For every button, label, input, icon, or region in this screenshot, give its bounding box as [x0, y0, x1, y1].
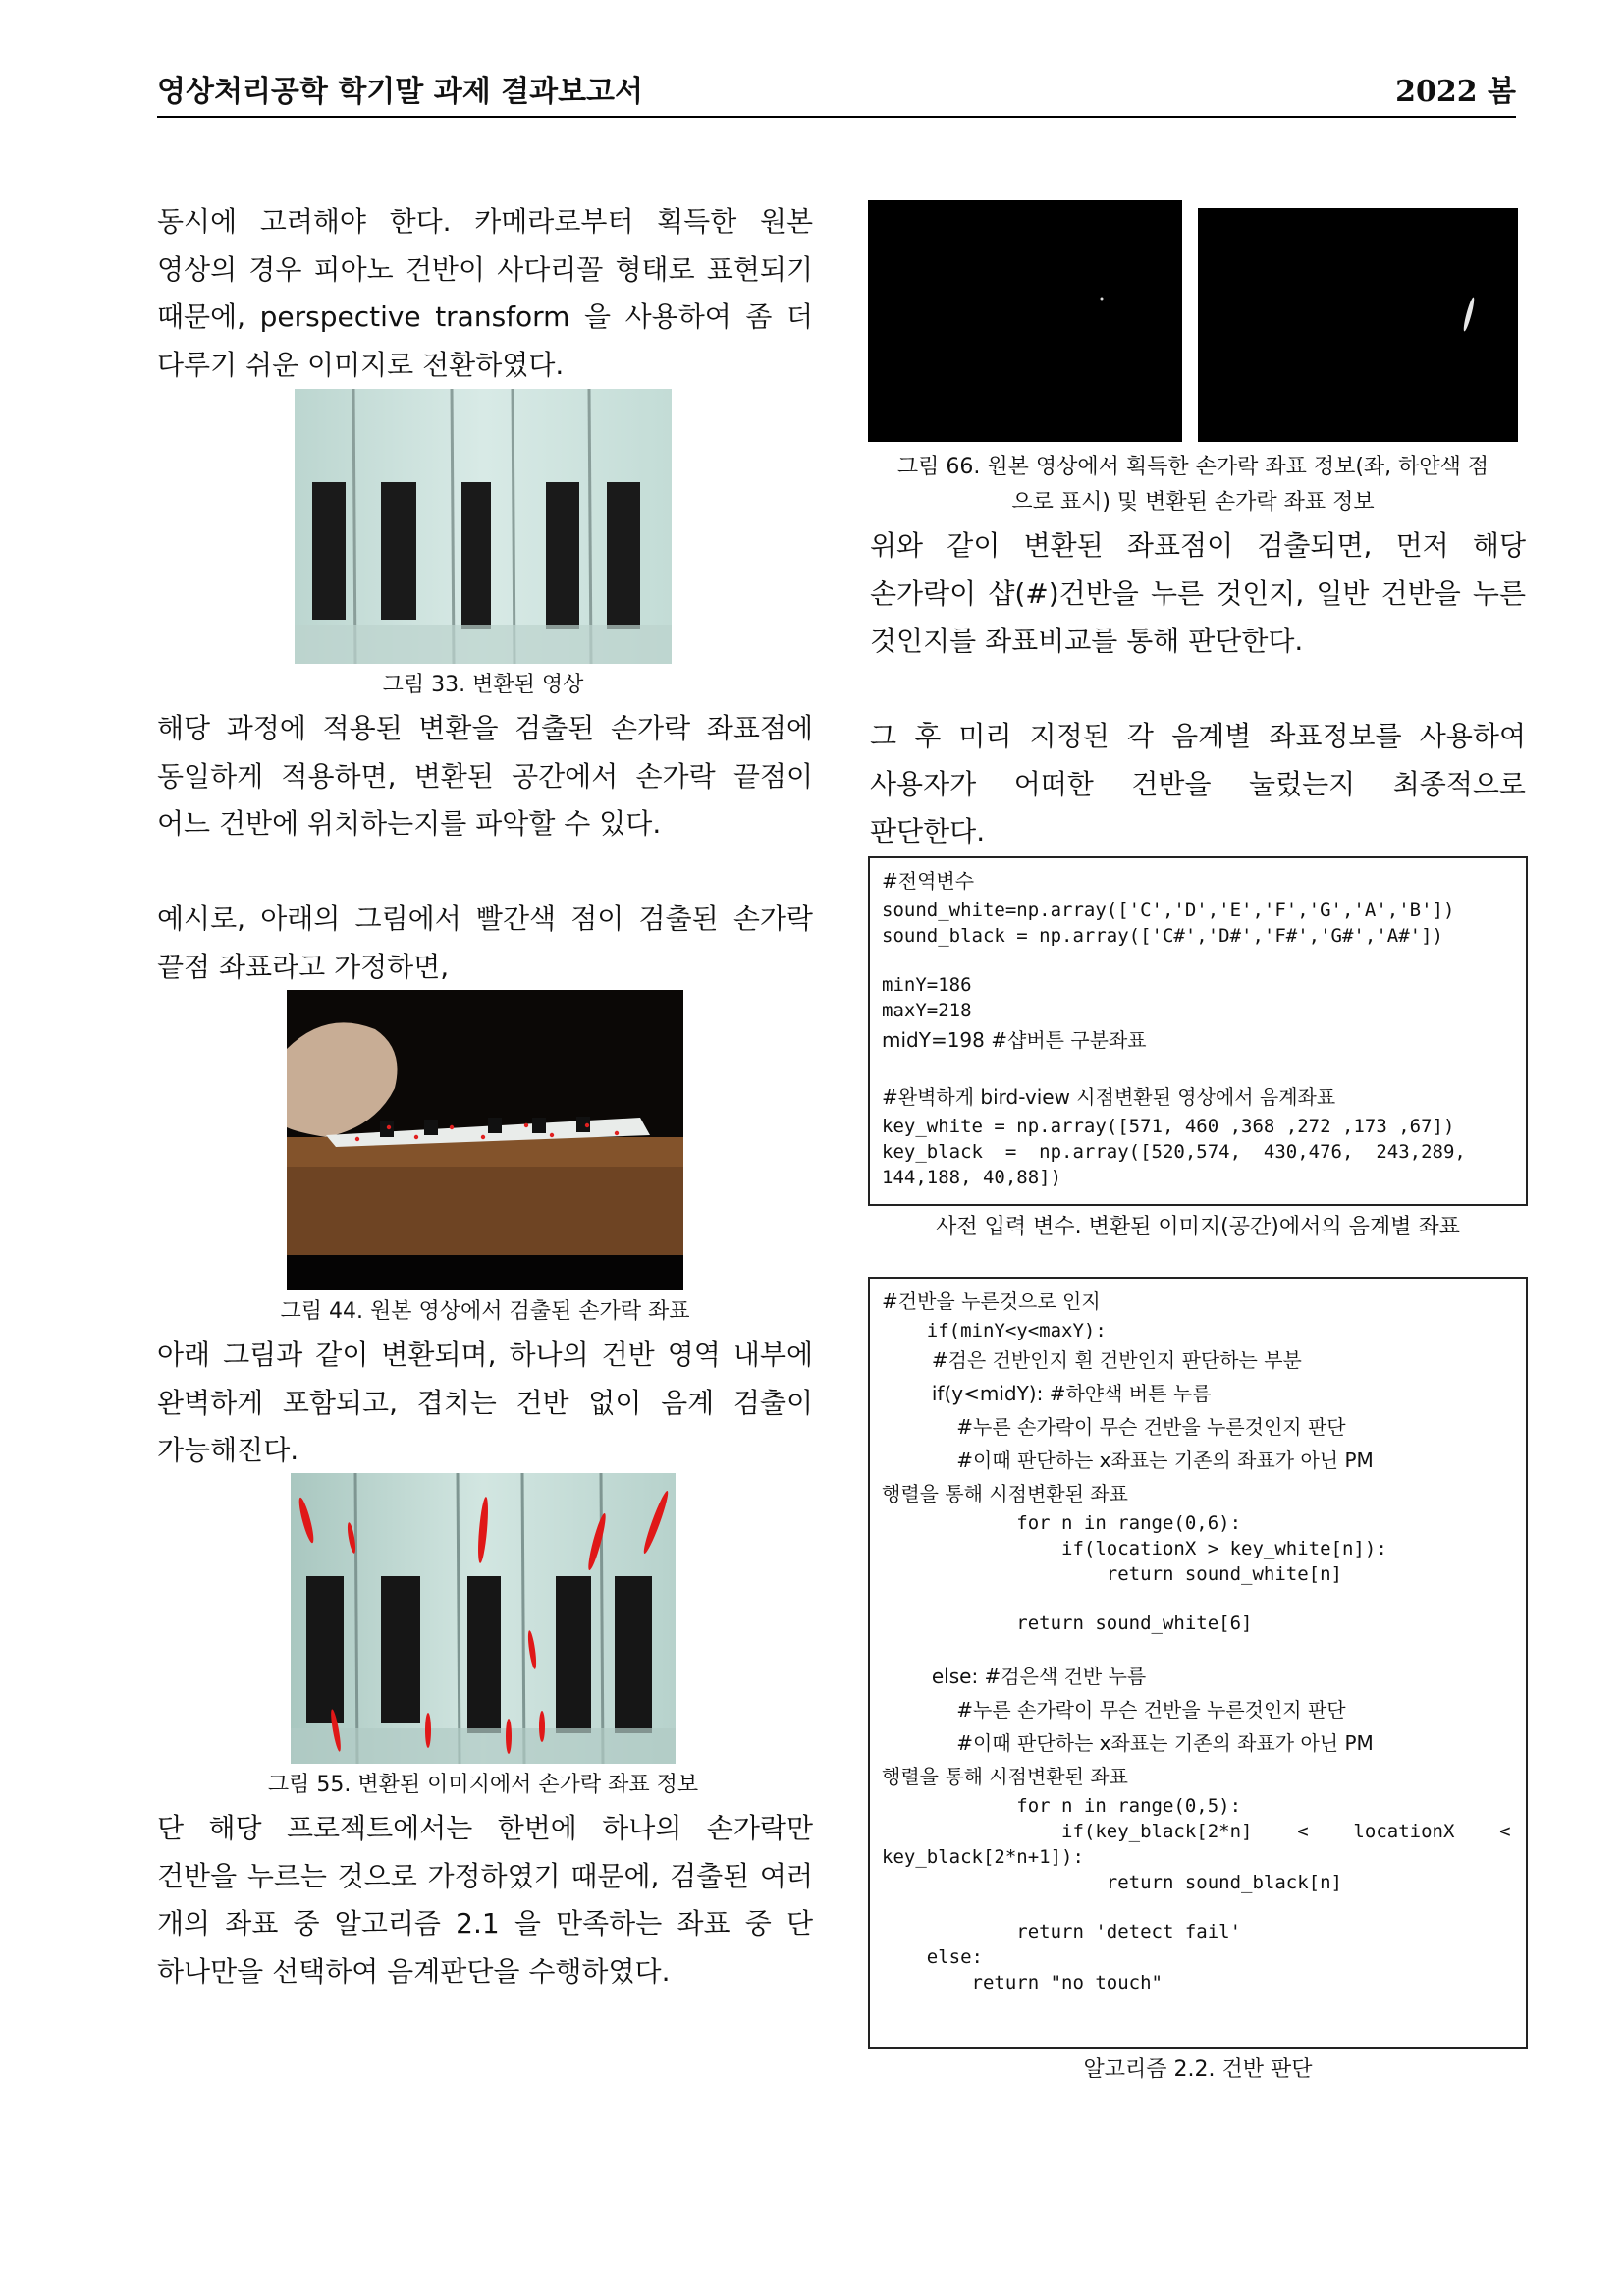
- code-line: if(key_black[2*n] < locationX <: [882, 1821, 1511, 1842]
- code-line: #건반을 누른것으로 인지: [882, 1289, 1101, 1313]
- code-line: [882, 949, 1514, 972]
- code-line: #이때 판단하는 x좌표는 기존의 좌표가 아닌 PM: [882, 1731, 1374, 1755]
- code-block-1-caption: 사전 입력 변수. 변환된 이미지(공간)에서의 음계별 좌표: [936, 1215, 1460, 1239]
- code-line: [882, 1895, 1514, 1919]
- figure-44-caption: 그림 44. 원본 영상에서 검출된 손가락 좌표: [280, 1299, 690, 1324]
- figure-66-caption-line-2: 으로 표시) 및 변환된 손가락 좌표 정보: [1011, 490, 1375, 515]
- code-line: else: #검은색 건반 누름: [882, 1665, 1147, 1688]
- left-paragraph-4: 아래 그림과 같이 변환되며, 하나의 건반 영역 내부에 완벽하게 포함되고, 겹치는 건반 없이 음계 검출이 가능해진다.: [157, 1339, 813, 1466]
- code-line: if(locationX > key_white[n]):: [882, 1538, 1387, 1559]
- code-line: 행렬을 통해 시점변환된 좌표: [882, 1482, 1128, 1505]
- code-line: for n in range(0,5):: [882, 1795, 1242, 1817]
- code-line: return 'detect fail': [882, 1921, 1242, 1942]
- code-line: for n in range(0,6):: [882, 1512, 1242, 1534]
- code-line: 144,188, 40,88]): [882, 1167, 1062, 1188]
- left-paragraph-5: 단 해당 프로젝트에서는 한번에 하나의 손가락만 건반을 누르는 것으로 가정하였기 때문에, 검출된 여러 개의 좌표 중 알고리즘 2.1 을 만족하는 좌표 중 단 하나만을 선택하여 음계판단을 수행하였다.: [157, 1812, 813, 1988]
- code-line: #완벽하게 bird-view 시점변환된 영상에서 음계좌표: [882, 1085, 1336, 1109]
- code-line: return sound_black[n]: [882, 1872, 1342, 1893]
- left-paragraph-1: 동시에 고려해야 한다. 카메라로부터 획득한 원본 영상의 경우 피아노 건반이 사다리꼴 형태로 표현되기 때문에, perspective transform 을 사용하여 좀 더 다루기 쉬운 이미지로 전환하였다.: [157, 205, 813, 381]
- figure-66-caption-line-1: 그림 66. 원본 영상에서 획득한 손가락 좌표 정보(좌, 하얀색 점: [896, 455, 1489, 479]
- code-line: return sound_white[6]: [882, 1613, 1253, 1634]
- figure-55-caption: 그림 55. 변환된 이미지에서 손가락 좌표 정보: [267, 1773, 699, 1797]
- code-line: #검은 건반인지 흰 건반인지 판단하는 부분: [882, 1348, 1302, 1372]
- code-line: #이때 판단하는 x좌표는 기존의 좌표가 아닌 PM: [882, 1449, 1374, 1472]
- code-line: maxY=218: [882, 1000, 972, 1021]
- code-line: sound_white=np.array(['C','D','E','F','G','A','B']): [882, 900, 1455, 921]
- report-term: 2022 봄: [1395, 75, 1516, 109]
- code-line: #누른 손가락이 무슨 건반을 누른것인지 판단: [882, 1698, 1346, 1722]
- code-line: sound_black = np.array(['C#','D#','F#','G#','A#']): [882, 925, 1443, 947]
- left-paragraph-2: 해당 과정에 적용된 변환을 검출된 손가락 좌표점에 동일하게 적용하면, 변환된 공간에서 손가락 끝점이 어느 건반에 위치하는지를 파악할 수 있다.: [157, 712, 813, 840]
- code-line: midY=198 #샵버튼 구분좌표: [882, 1028, 1147, 1052]
- code-line: 행렬을 통해 시점변환된 좌표: [882, 1765, 1128, 1788]
- code-line: [882, 1587, 1514, 1611]
- code-line: key_black = np.array([520,574, 430,476, 243,289,: [882, 1141, 1466, 1163]
- code-line: [882, 1057, 1514, 1080]
- report-title: 영상처리공학 학기말 과제 결과보고서: [157, 75, 644, 109]
- code-line: return sound_white[n]: [882, 1563, 1342, 1585]
- page-header: [157, 73, 1516, 118]
- code-line: if(y<midY): #하얀색 버튼 누름: [882, 1382, 1212, 1405]
- figure-33-transformed-image: [295, 389, 672, 664]
- figure-44-original-image: [287, 990, 683, 1290]
- code-line: minY=186: [882, 974, 972, 996]
- code-line: if(minY<y<maxY):: [882, 1320, 1107, 1341]
- code-line: key_white = np.array([571, 460 ,368 ,272 ,173 ,67]): [882, 1116, 1455, 1137]
- right-paragraph-2: 그 후 미리 지정된 각 음계별 좌표정보를 사용하여 사용자가 어떠한 건반을 눌렀는지 최종적으로 판단한다.: [870, 720, 1526, 847]
- code-line: #전역변수: [882, 869, 975, 893]
- figure-33-caption: 그림 33. 변환된 영상: [382, 673, 584, 697]
- code-line: #누른 손가락이 무슨 건반을 누른것인지 판단: [882, 1415, 1346, 1439]
- code-line: [882, 1636, 1514, 1660]
- figure-66-right-transformed-coords: [1198, 208, 1518, 442]
- left-paragraph-3: 예시로, 아래의 그림에서 빨간색 점이 검출된 손가락 끝점 좌표라고 가정하면,: [157, 902, 813, 983]
- code-block-key-detection: [868, 1277, 1528, 2049]
- right-paragraph-1: 위와 같이 변환된 좌표점이 검출되면, 먼저 해당 손가락이 샵(#)건반을 누른 것인지, 일반 건반을 누른 것인지를 좌표비교를 통해 판단한다.: [870, 529, 1526, 657]
- code-line: else:: [882, 1946, 983, 1968]
- code-block-global-variables: [868, 856, 1528, 1206]
- figure-66-left-original-coords: [868, 200, 1182, 442]
- code-line: return "no touch": [882, 1972, 1163, 1994]
- code-block-2-caption: 알고리즘 2.2. 건반 판단: [1083, 2057, 1313, 2082]
- figure-55-transformed-finger-coords: [291, 1473, 676, 1764]
- code-line: key_black[2*n+1]):: [882, 1846, 1084, 1868]
